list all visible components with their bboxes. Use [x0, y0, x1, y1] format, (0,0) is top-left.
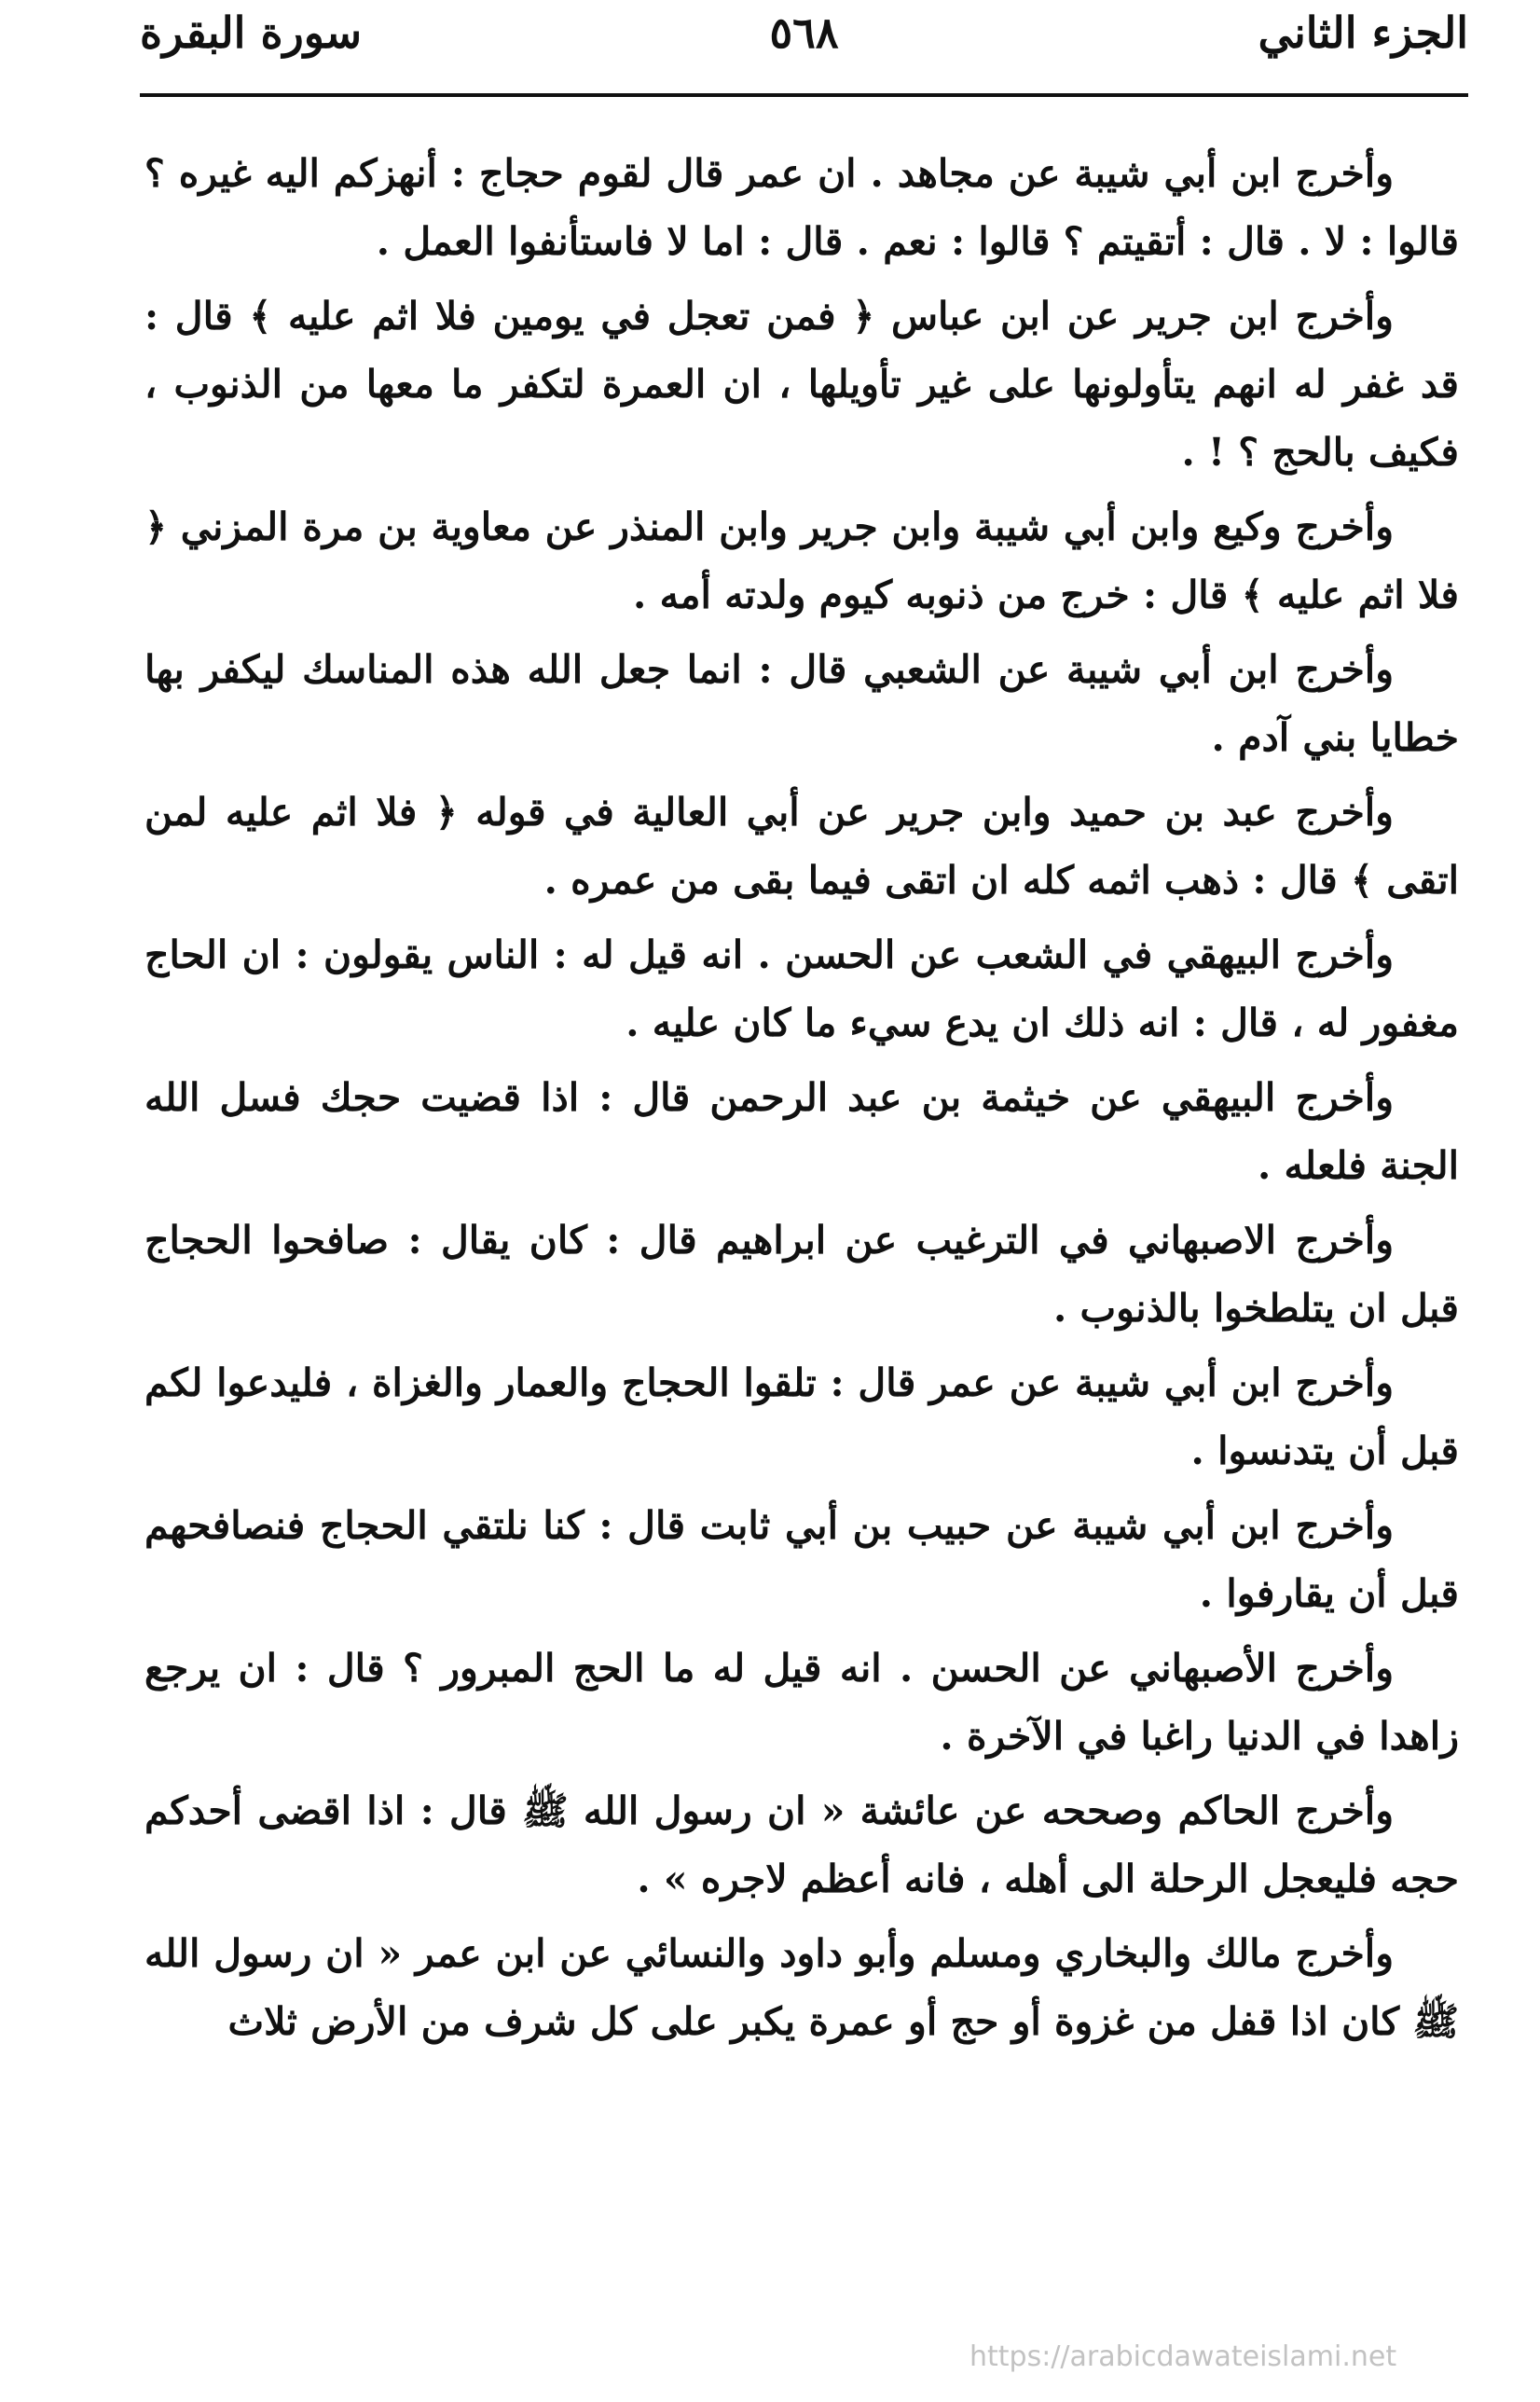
paragraph: وأخرج مالك والبخاري ومسلم وأبو داود والنسائي عن ابن عمر « ان رسول الله ﷺ كان اذا قفل من غزوة أو حج أو عمرة يكبر على كل شرف من الأرض ثلاث: [144, 1931, 1459, 2044]
paragraph: وأخرج ابن أبي شيبة عن عمر قال : تلقوا الحجاج والعمار والغزاة ، فليدعوا لكم قبل أن يتدنسوا .: [144, 1360, 1459, 1473]
paragraph: وأخرج الحاكم وصححه عن عائشة « ان رسول الله ﷺ قال : اذا اقضى أحدكم حجه فليعجل الرحلة الى أهله ، فانه أعظم لاجره » .: [144, 1788, 1459, 1901]
paragraph: وأخرج وكيع وابن أبي شيبة وابن جرير وابن المنذر عن معاوية بن مرة المزني ﴿ فلا اثم عليه ﴾ قال : خرج من ذنوبه كيوم ولدته أمه .: [144, 504, 1459, 617]
paragraph: وأخرج ابن أبي شيبة عن مجاهد . ان عمر قال لقوم حجاج : أنهزكم اليه غيره ؟ قالوا : لا . قال : أتقيتم ؟ قالوا : نعم . قال : اما لا فاستأنفوا العمل .: [144, 151, 1459, 264]
header-rule: [140, 93, 1468, 97]
paragraph: وأخرج ابن جرير عن ابن عباس ﴿ فمن تعجل في يومين فلا اثم عليه ﴾ قال : قد غفر له انهم يتأولونها على غير تأويلها ، ان العمرة لتكفر ما معها من الذنوب ، فكيف بالحج ؟ ! .: [144, 294, 1459, 475]
running-header: [140, 0, 1468, 103]
watermark-url: https://arabicdawateislami.net: [969, 2340, 1397, 2373]
part-title: الجزء الثاني: [1258, 7, 1468, 58]
paragraph: وأخرج ابن أبي شيبة عن الشعبي قال : انما جعل الله هذه المناسك ليكفر بها خطايا بني آدم .: [144, 647, 1459, 760]
paragraph: وأخرج البيهقي عن خيثمة بن عبد الرحمن قال : اذا قضيت حجك فسل الله الجنة فلعله .: [144, 1075, 1459, 1188]
paragraph: وأخرج عبد بن حميد وابن جرير عن أبي العالية في قوله ﴿ فلا اثم عليه لمن اتقى ﴾ قال : ذهب اثمه كله ان اتقى فيما بقى من عمره .: [144, 790, 1459, 903]
paragraph: وأخرج الأصبهاني عن الحسن . انه قيل له ما الحج المبرور ؟ قال : ان يرجع زاهدا في الدنيا راغبا في الآخرة .: [144, 1646, 1459, 1759]
page-body: [144, 140, 1459, 2063]
paragraph: وأخرج البيهقي في الشعب عن الحسن . انه قيل له : الناس يقولون : ان الحاج مغفور له ، قال : انه ذلك ان يدع سيء ما كان عليه .: [144, 932, 1459, 1045]
page-number: ٥٦٨: [769, 7, 839, 58]
paragraph: وأخرج ابن أبي شيبة عن حبيب بن أبي ثابت قال : كنا نلتقي الحجاج فنصافحهم قبل أن يقارفوا .: [144, 1503, 1459, 1616]
surah-title: سورة البقرة: [140, 7, 363, 58]
paragraph: وأخرج الاصبهاني في الترغيب عن ابراهيم قال : كان يقال : صافحوا الحجاج قبل ان يتلطخوا بالذنوب .: [144, 1218, 1459, 1331]
